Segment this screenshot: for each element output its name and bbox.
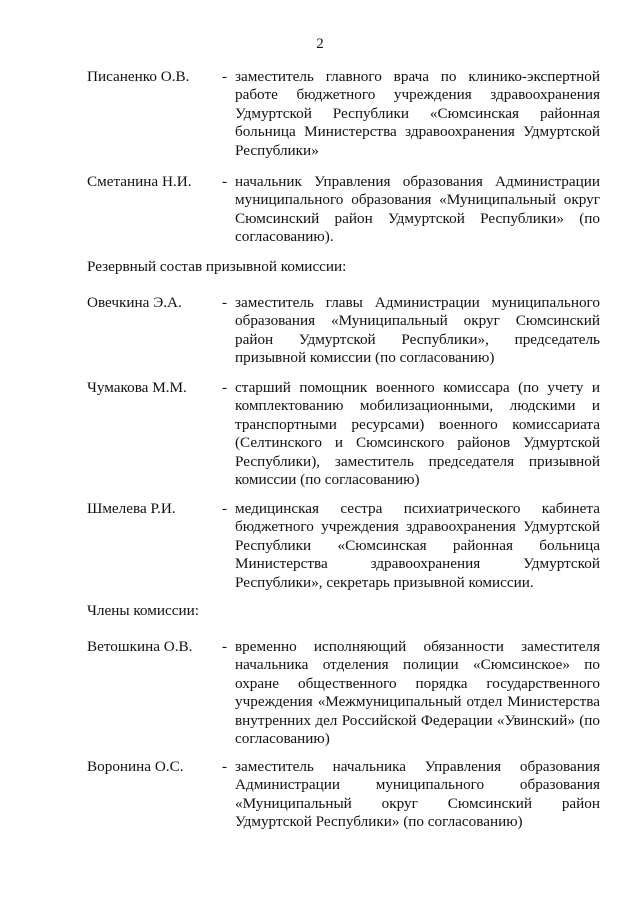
- members-heading: Члены комиссии:: [87, 602, 199, 619]
- dash-separator: -: [222, 68, 228, 85]
- position-description: начальник Управления образования Администрации муниципального образования «Муниципальный округ Сюмсинский район Удмуртской Республики» (по согласованию).: [235, 173, 600, 246]
- person-name: Сметанина Н.И.: [87, 173, 192, 190]
- person-name: Овечкина Э.А.: [87, 294, 182, 311]
- person-name: Ветошкина О.В.: [87, 638, 193, 655]
- position-description: заместитель главного врача по клинико-экспертной работе бюджетного учреждения здравоохранения Удмуртской Республики «Сюмсинская районная больница Министерства здравоохранения Удмуртской Республики»: [235, 68, 600, 159]
- person-name: Шмелева Р.И.: [87, 500, 176, 517]
- page-number: 2: [316, 36, 324, 52]
- position-description: медицинская сестра психиатрического кабинета бюджетного учреждения здравоохранения Удмуртской Республики «Сюмсинская районная больница Министерства здравоохранения Удмуртской Республики», секретарь призывной комиссии.: [235, 500, 600, 591]
- position-description: временно исполняющий обязанности заместителя начальника отделения полиции «Сюмсинское» по охране общественного порядка государственного учреждения «Межмуниципальный отдел Министерства внутренних дел Российской Федерации «Увинский» (по согласованию): [235, 638, 600, 748]
- dash-separator: -: [222, 638, 228, 655]
- dash-separator: -: [222, 758, 228, 775]
- reserve-heading: Резервный состав призывной комиссии:: [87, 258, 347, 275]
- dash-separator: -: [222, 294, 228, 311]
- position-description: заместитель главы Администрации муниципального образования «Муниципальный округ Сюмсинский район Удмуртской Республики», председатель призывной комиссии (по согласованию): [235, 294, 600, 367]
- dash-separator: -: [222, 173, 228, 190]
- position-description: старший помощник военного комиссара (по учету и комплектованию мобилизационными, людскими и транспортными ресурсами) военного комиссариата (Селтинского и Сюмсинского районов Удмуртской Республики), заместитель председателя призывной комиссии (по согласованию): [235, 379, 600, 489]
- person-name: Чумакова М.М.: [87, 379, 187, 396]
- person-name: Воронина О.С.: [87, 758, 184, 775]
- person-name: Писаненко О.В.: [87, 68, 190, 85]
- dash-separator: -: [222, 500, 228, 517]
- position-description: заместитель начальника Управления образования Администрации муниципального образования «Муниципальный округ Сюмсинский район Удмуртской Республики» (по согласованию): [235, 758, 600, 831]
- dash-separator: -: [222, 379, 228, 396]
